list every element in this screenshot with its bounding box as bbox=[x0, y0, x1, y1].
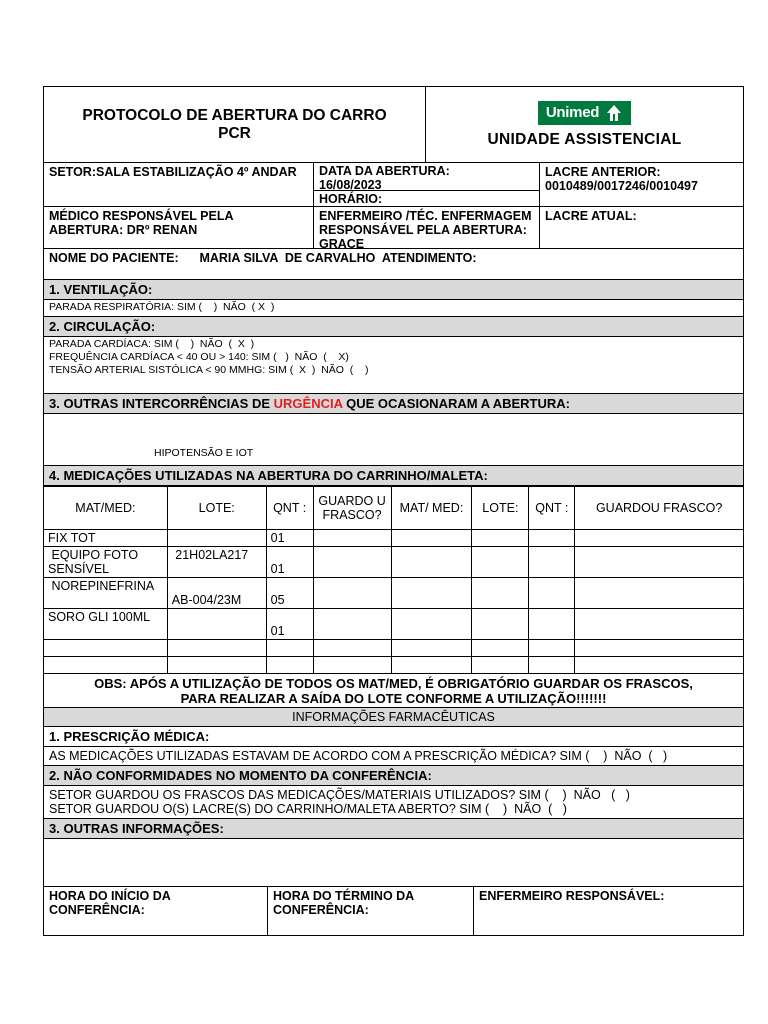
unit-name: UNIDADE ASSISTENCIAL bbox=[487, 130, 682, 148]
table-cell: 21H02LA217 bbox=[167, 547, 266, 578]
enfermeiro-field: ENFERMEIRO /TÉC. ENFERMAGEM RESPONSÁVEL PELA ABERTURA: GRACE bbox=[314, 207, 540, 248]
frequencia-cardiaca: FREQUÊNCIA CARDÍACA < 40 OU > 140: SIM ( ) NÃO ( X) bbox=[49, 351, 349, 363]
table-cell bbox=[313, 657, 391, 674]
enfermeiro-responsavel: ENFERMEIRO RESPONSÁVEL: bbox=[479, 889, 665, 903]
intercorrencias-title-row bbox=[43, 394, 744, 414]
parada-cardiaca: PARADA CARDÍACA: SIM ( ) NÃO ( X ) bbox=[49, 338, 255, 350]
nc-question-2: SETOR GUARDOU O(S) LACRE(S) DO CARRINHO/MALETA ABERTO? SIM ( ) NÃO ( ) bbox=[49, 802, 567, 816]
unimed-logo bbox=[538, 101, 631, 125]
table-cell bbox=[529, 530, 575, 547]
table-cell bbox=[391, 609, 472, 640]
ventilacao-title-row bbox=[43, 280, 744, 300]
table-cell bbox=[529, 609, 575, 640]
table-cell bbox=[575, 609, 744, 640]
protocol-form bbox=[43, 86, 744, 936]
intercorrencias-title bbox=[44, 394, 743, 413]
data-horario-cell bbox=[314, 163, 540, 206]
table-cell bbox=[313, 578, 391, 609]
circulacao-title: 2. CIRCULAÇÃO: bbox=[44, 317, 743, 336]
lacre-anterior-label: LACRE ANTERIOR: bbox=[545, 165, 661, 179]
table-cell bbox=[391, 578, 472, 609]
paciente-field: NOME DO PACIENTE: MARIA SILVA DE CARVALHO ATENDIMENTO: bbox=[49, 251, 477, 265]
table-cell bbox=[472, 657, 529, 674]
table-cell bbox=[472, 530, 529, 547]
intercorrencias-title-pre: 3. OUTRAS INTERCORRÊNCIAS DE bbox=[49, 396, 274, 411]
obs-line-1: OBS: APÓS A UTILIZAÇÃO DE TODOS OS MAT/MED, É OBRIGATÓRIO GUARDAR OS FRASCOS, bbox=[94, 675, 693, 691]
farmaceuticas-title-row bbox=[43, 708, 744, 727]
header-qnt: QNT : bbox=[266, 487, 313, 530]
obs-line-2: PARA REALIZAR A SAÍDA DO LOTE CONFORME A UTILIZAÇÃO!!!!!!! bbox=[180, 690, 607, 706]
logo-text: Unimed bbox=[545, 104, 600, 121]
lacre-anterior bbox=[540, 163, 743, 206]
header-guardou-frasco: GUARDO U FRASCO? bbox=[313, 487, 391, 530]
table-cell bbox=[44, 657, 168, 674]
table-cell bbox=[575, 547, 744, 578]
medicacoes-header-row bbox=[44, 487, 744, 530]
nc-title: 2. NÃO CONFORMIDADES NO MOMENTO DA CONFERÊNCIA: bbox=[44, 766, 743, 785]
data-abertura bbox=[314, 163, 539, 191]
hora-inicio: HORA DO INÍCIO DA CONFERÊNCIA: bbox=[44, 887, 268, 935]
title-line-1: PROTOCOLO DE ABERTURA DO CARRO bbox=[82, 106, 387, 124]
table-cell bbox=[529, 640, 575, 657]
hora-termino: HORA DO TÉRMINO DA CONFERÊNCIA: bbox=[268, 887, 474, 935]
nc-question-1: SETOR GUARDOU OS FRASCOS DAS MEDICAÇÕES/MATERIAIS UTILIZADOS? SIM ( ) NÃO ( ) bbox=[49, 788, 630, 802]
table-row bbox=[44, 578, 744, 609]
prescricao-title-row bbox=[43, 727, 744, 747]
table-row bbox=[44, 530, 744, 547]
table-cell bbox=[266, 640, 313, 657]
prescricao-question: AS MEDICAÇÕES UTILIZADAS ESTAVAM DE ACORDO COM A PRESCRIÇÃO MÉDICA? SIM ( ) NÃO ( ) bbox=[49, 749, 668, 763]
tensao-arterial: TENSÃO ARTERIAL SISTÓLICA < 90 MMHG: SIM ( X ) NÃO ( ) bbox=[49, 364, 369, 376]
table-cell bbox=[167, 657, 266, 674]
table-cell bbox=[391, 547, 472, 578]
table-cell bbox=[44, 640, 168, 657]
table-cell bbox=[167, 530, 266, 547]
table-cell bbox=[167, 640, 266, 657]
nc-questions bbox=[43, 786, 744, 819]
header-qnt-2: QNT : bbox=[529, 487, 575, 530]
table-cell: 01 bbox=[266, 530, 313, 547]
circulacao-body bbox=[43, 337, 744, 394]
table-cell bbox=[575, 657, 744, 674]
intercorrencias-title-post: QUE OCASIONARAM A ABERTURA: bbox=[342, 396, 570, 411]
table-cell bbox=[391, 530, 472, 547]
paciente-row bbox=[43, 249, 744, 280]
form-header bbox=[43, 86, 744, 163]
table-cell: 05 bbox=[266, 578, 313, 609]
intercorrencias-body bbox=[43, 414, 744, 466]
table-cell: AB-004/23M bbox=[167, 578, 266, 609]
circulacao-title-row bbox=[43, 317, 744, 337]
medico-field: MÉDICO RESPONSÁVEL PELA ABERTURA: DRº RENAN bbox=[44, 207, 314, 248]
table-cell: 01 bbox=[266, 547, 313, 578]
table-row bbox=[44, 657, 744, 674]
header-lote-2: LOTE: bbox=[472, 487, 529, 530]
medicacoes-table bbox=[43, 486, 744, 674]
farmaceuticas-title: INFORMAÇÕES FARMACÊUTICAS bbox=[44, 708, 743, 726]
table-cell bbox=[391, 640, 472, 657]
table-cell bbox=[391, 657, 472, 674]
table-cell bbox=[313, 530, 391, 547]
table-cell: NOREPINEFRINA bbox=[44, 578, 168, 609]
medicacoes-title: 4. MEDICAÇÕES UTILIZADAS NA ABERTURA DO CARRINHO/MALETA: bbox=[44, 466, 743, 485]
ventilacao-body bbox=[43, 300, 744, 317]
table-cell bbox=[575, 530, 744, 547]
table-cell: 01 bbox=[266, 609, 313, 640]
table-cell bbox=[575, 578, 744, 609]
table-cell bbox=[313, 609, 391, 640]
table-cell bbox=[472, 640, 529, 657]
footer-row bbox=[43, 887, 744, 936]
lacre-atual-field: LACRE ATUAL: bbox=[545, 209, 637, 223]
lacre-anterior-value: 0010489/0017246/0010497 bbox=[545, 179, 698, 193]
table-cell bbox=[167, 609, 266, 640]
header-mat-med-2: MAT/ MED: bbox=[391, 487, 472, 530]
ventilacao-title: 1. VENTILAÇÃO: bbox=[44, 280, 743, 299]
table-cell bbox=[529, 547, 575, 578]
prescricao-question-row bbox=[43, 747, 744, 766]
horario-field: HORÁRIO: bbox=[319, 192, 383, 206]
header-logo-area bbox=[426, 87, 743, 162]
medicacoes-title-row bbox=[43, 466, 744, 486]
info-row-2 bbox=[43, 207, 744, 249]
table-cell: SORO GLI 100ML bbox=[44, 609, 168, 640]
intercorrencias-value: HIPOTENSÃO E IOT bbox=[154, 447, 254, 459]
table-row bbox=[44, 547, 744, 578]
form-title bbox=[44, 87, 426, 162]
outras-title-row bbox=[43, 819, 744, 839]
table-cell: EQUIPO FOTO SENSÍVEL bbox=[44, 547, 168, 578]
table-cell bbox=[529, 657, 575, 674]
parada-respiratoria: PARADA RESPIRATÓRIA: SIM ( ) NÃO ( X ) bbox=[49, 301, 275, 313]
header-guardou-frasco-2: GUARDOU FRASCO? bbox=[575, 487, 744, 530]
setor-field: SETOR:SALA ESTABILIZAÇÃO 4º ANDAR bbox=[44, 163, 314, 206]
table-cell bbox=[266, 657, 313, 674]
table-cell bbox=[313, 640, 391, 657]
unimed-tree-icon bbox=[605, 104, 623, 122]
table-cell: FIX TOT bbox=[44, 530, 168, 547]
table-cell bbox=[472, 578, 529, 609]
prescricao-title: 1. PRESCRIÇÃO MÉDICA: bbox=[44, 727, 743, 746]
title-line-2: PCR bbox=[218, 124, 251, 142]
header-lote: LOTE: bbox=[167, 487, 266, 530]
outras-title: 3. OUTRAS INFORMAÇÕES: bbox=[44, 819, 743, 838]
table-cell bbox=[313, 547, 391, 578]
table-cell bbox=[472, 547, 529, 578]
intercorrencias-title-red: URGÊNCIA bbox=[273, 396, 343, 411]
header-mat-med: MAT/MED: bbox=[44, 487, 168, 530]
table-cell bbox=[529, 578, 575, 609]
outras-body bbox=[43, 839, 744, 887]
table-row bbox=[44, 640, 744, 657]
data-label: DATA DA ABERTURA: bbox=[319, 164, 450, 178]
nc-title-row bbox=[43, 766, 744, 786]
table-cell bbox=[472, 609, 529, 640]
obs-row bbox=[43, 674, 744, 708]
table-row bbox=[44, 609, 744, 640]
data-value: 16/08/2023 bbox=[319, 178, 382, 192]
info-row-1 bbox=[43, 163, 744, 207]
table-cell bbox=[575, 640, 744, 657]
